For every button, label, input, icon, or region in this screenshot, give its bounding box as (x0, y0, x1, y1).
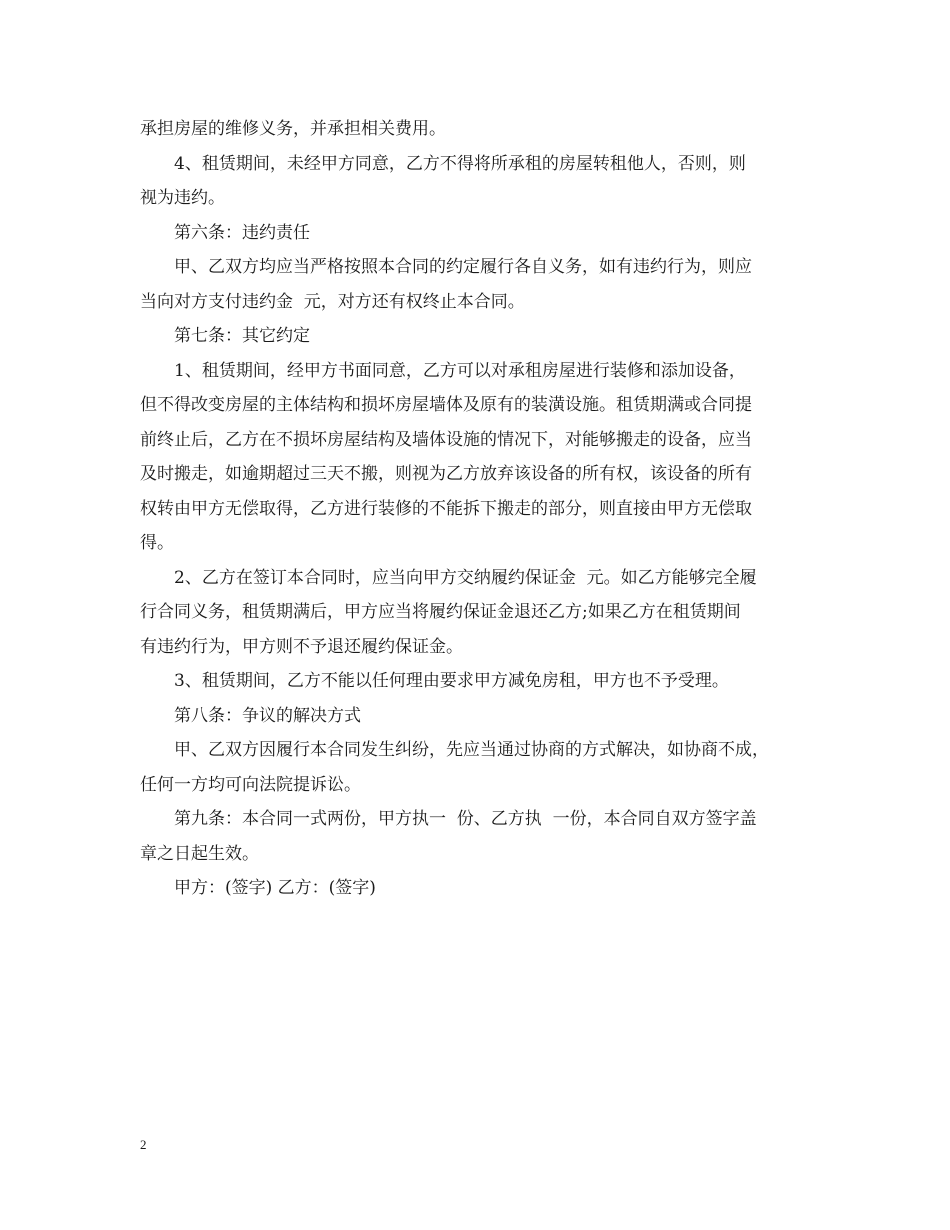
text-line: 视为违约。 (140, 188, 225, 208)
text-line: 甲方：(签字) 乙方：(签字) (174, 878, 376, 898)
text-line: 2、乙方在签订本合同时，应当向甲方交纳履约保证金 元。如乙方能够完全履 (174, 567, 757, 588)
text-line: 行合同义务，租赁期满后，甲方应当将履约保证金退还乙方;如果乙方在租赁期间 (140, 602, 741, 622)
text-line: 权转由甲方无偿取得，乙方进行装修的不能拆下搬走的部分，则直接由甲方无偿取 (140, 498, 752, 519)
text-line: 3、租赁期间，乙方不能以任何理由要求甲方减免房租，甲方也不予受理。 (174, 671, 729, 691)
text-line: 得。 (140, 533, 174, 553)
text-line: 甲、乙双方均应当严格按照本合同的约定履行各自义务，如有违约行为，则应 (174, 257, 752, 277)
text-line: 1、租赁期间，经甲方书面同意，乙方可以对承租房屋进行装修和添加设备， (174, 360, 746, 381)
text-line: 章之日起生效。 (140, 843, 259, 864)
text-line: 承担房屋的维修义务，并承担相关费用。 (140, 119, 446, 139)
text-line: 4、租赁期间，未经甲方同意，乙方不得将所承租的房屋转租他人，否则，则 (174, 153, 746, 174)
text-line: 当向对方支付违约金 元，对方还有权终止本合同。 (140, 291, 525, 312)
text-line: 第八条：争议的解决方式 (174, 705, 361, 726)
text-line: 任何一方均可向法院提诉讼。 (140, 774, 361, 795)
text-line: 有违约行为，甲方则不予退还履约保证金。 (140, 636, 463, 657)
page-number: 2 (140, 1137, 147, 1152)
text-line: 及时搬走，如逾期超过三天不搬，则视为乙方放弃该设备的所有权，该设备的所有 (140, 464, 752, 484)
text-line: 第九条：本合同一式两份，甲方执一 份、乙方执 一份，本合同自双方签字盖 (174, 809, 757, 829)
contract-body (140, 112, 826, 906)
text-line: 甲、乙双方因履行本合同发生纠纷，先应当通过协商的方式解决，如协商不成， (174, 740, 769, 760)
text-line: 前终止后，乙方在不损坏房屋结构及墙体设施的情况下，对能够搬走的设备，应当 (140, 429, 752, 450)
text-line: 但不得改变房屋的主体结构和损坏房屋墙体及原有的装潢设施。租赁期满或合同提 (140, 395, 752, 415)
text-line: 第七条：其它约定 (174, 326, 310, 346)
text-line: 第六条：违约责任 (174, 222, 310, 243)
